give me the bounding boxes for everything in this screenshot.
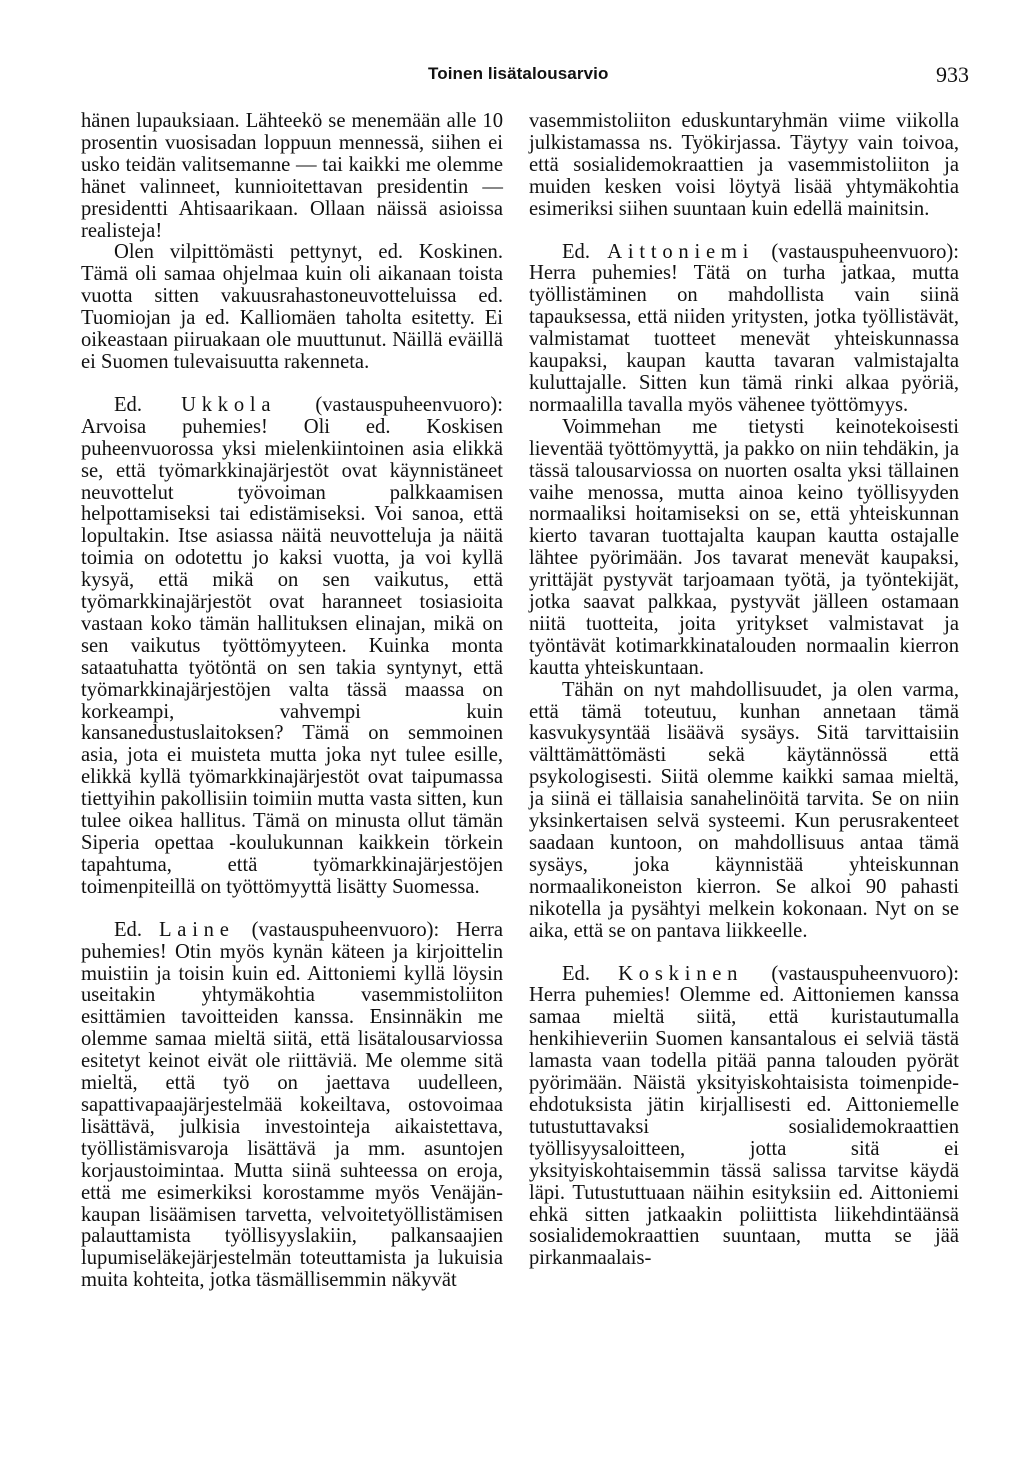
speech-aittoniemi: [529, 242, 959, 417]
speech-koskinen: [529, 964, 959, 1271]
running-title: Toinen lisätalousarvio: [428, 64, 609, 83]
speaker-prefix: Ed.: [113, 393, 142, 416]
speech-text: (vastauspuheenvuoro): Herra puhemies! Olemme ed. Aittoniemen kanssa samaa mieltä siitä, että kuristautumalla henkihieveriin Suomen kansantalous ei selviä tästä lamasta vaan todella pitää panna talouden pyörät pyörimään. Näistä yksityiskohtaisista toimenpide-ehdotuksista jätin kirjallisesti ed. Aittoniemelle tutustuttavaksi sosialidemokraattien työllisyysaloitteen, jotta sitä ei yksityiskohtaisemmin tässä salissa tarvitse käydä läpi. Tutustuttuaan näihin esityksiin ed. Aittoniemi ehkä sitten jatkaakin poliittista liikehdintäänsä sosialidemokraattien suuntaan, mutta se jää pirkanmaalais-: [529, 962, 959, 1270]
page-number: 933: [936, 62, 969, 87]
speech-text: (vastauspuheenvuoro): Arvoisa puhemies! Oli ed. Koskisen puheenvuorossa yksi mielenkiintoinen asia elikkä se, että työmarkkinajärjestöt ovat käynnistäneet neuvottelut työvoiman palkkaamisen helpottamiseksi tai edistämiseksi. Voi sanoa, että lopultakin. Itse asiassa näitä neuvotteluja ja näitä toimia on odotettu jo kaksi vuotta, ja voi kyllä kysyä, että mikä on sen vaikutus, että työmarkkinajärjestöt ovat haranneet tosiasioita vastaan koko tämän hallituksen elinajan, mikä on sen vaikutus työttömyyteen. Kuinka monta sataatuhatta työtöntä on sen takia syntynyt, että työmarkkinajärjestöjen valta tässä maassa on korkeampi, vahvempi kuin kansanedustuslaitoksen? Tämä on semmoinen asia, jota ei muisteta mutta joka nyt tulee esille, elikkä kyllä työmarkkinajärjestöt ovat taipumassa tiettyihin pakollisiin toimiin mutta vasta sitten, kun tulee oikea hallitus. Tämä on minusta ollut tämän Siperia opettaa -koulukunnan kaikkein törkein tapahtuma, että työmarkkinajärjestöjen toimenpiteillä on työttömyyttä lisätty Suomessa.: [81, 393, 503, 898]
paragraph: Tähän on nyt mahdollisuudet, ja olen varma, että tämä toteutuu, kunhan annetaan tämä kasvukysyntää lisäävä sysäys. Sitä tarvittaisiin välttämättömästi sekä käytännössä että psykologisesti. Siitä olemme kaikki samaa mieltä, ja siinä ei tällaisia sanahelinöitä tarvita. Se on niin yksinkertaisen selvä systeemi. Kun perusrakenteet saadaan kuntoon, on mahdollisuus antaa tämä sysäys, joka käynnistää yhteiskunnan normaalikoneiston kierron. Se alkoi 90 pahasti nikotella ja pysähtyi melkein kokonaan. Nyt on se aika, että se on pantava liikkeelle.: [529, 678, 959, 942]
paragraph: vasemmistoliiton eduskuntaryhmän viime viikolla julkistamassa ns. Työkirjassa. Täytyy vain toivoa, että sosialidemokraattien ja vasemmistoliiton ja muiden kesken voisi löytyä lisää yhtymäkohtia esimeriksi siihen suuntaan kuin edellä mainitsin.: [529, 110, 959, 220]
page-header: [0, 62, 1024, 92]
left-column: [81, 111, 503, 1292]
right-column: [529, 111, 959, 1270]
speaker-prefix: Ed.: [113, 918, 142, 941]
paragraph: Voimmehan me tietysti keinotekoisesti lieventää työttömyyttä, ja pakko on niin tehdäkin, ja tässä talousarviossa on nuorten osalta yksi tällainen vaihe menossa, mutta ainoa keino työllisyyden normaaliksi hoitamiseksi on se, että yhteiskunnan kierto tavaran tuottajalta kaupan kautta ostajalle lähtee pyörimään. Jos tavarat menevät kaupaksi, yrittäjät pystyvät tarjoamaan työtä, ja työntekijät, jotka saavat palkkaa, pystyvät jälleen ostamaan niitä tuotteita, joita yritykset valmistavat ja työntävät kotimarkkinatalouden normaalin kierron kautta yhteiskuntaan.: [529, 415, 959, 679]
speech-laine: [81, 920, 503, 1292]
speaker-name: Koskinen: [618, 962, 744, 985]
speaker-name: Laine: [158, 918, 235, 941]
speech-text: (vastauspuheenvuoro): Herra puhemies! Tätä on turha jatkaa, mutta työllistäminen on mahdollista vain siinä tapauksessa, että niiden yritysten, jotka työllistävät, valmistamat tuotteet menevät yhteiskunnassa kaupaksi, kaupan kautta tavaran valmistajalta kuluttajalle. Sitten kun tämä rinki alkaa pyöriä, normaalilla tavalla myös vähenee työttömyys.: [529, 240, 959, 416]
speech-ukkola: [81, 395, 503, 899]
speech-text: (vastauspuheenvuoro): Herra puhemies! Otin myös kynän käteen ja kirjoittelin muistiin ja toisin kuin ed. Aittoniemi kyllä löysin useitakin yhtymäkohtia vasemmistoliiton esittämien tavoitteiden kanssa. Ensinnäkin me olemme samaa mieltä siitä, että lisätalousarviossa esitetyt keinot eivät ole riittäviä. Me olemme sitä mieltä, että työ on jaettava uudelleen, sapattivapaajärjestelmää kokeiltava, ostovoimaa lisättävä, julkisia investointeja aikaistettava, työllistämisvaroja lisättävä ja mm. asuntojen korjaustoimintaa. Mutta siinä suhteessa on eroja, että me esimerkiksi korostamme myös Venäjän-kaupan lisäämisen tarvetta, velvoitetyöllistämisen palauttamista työllisyyslakiin, palkansaajien lupumiseläkejärjestelmän toteuttamista ja lukuisia muita kohteita, jotka täsmällisemmin näkyvät: [81, 918, 504, 1292]
speaker-name: Aittoniemi: [607, 240, 755, 263]
speaker-prefix: Ed.: [561, 240, 590, 263]
paragraph: Olen vilpittömästi pettynyt, ed. Koskinen. Tämä oli samaa ohjelmaa kuin oli aikanaan toista vuotta sitten vakuusrahastoneuvotteluissa ed. Tuomiojan ja ed. Kalliomäen taholta esitetty. Ei oikeastaan piiruakaan ole muuttunut. Näillä eväillä ei Suomen tulevaisuutta rakenneta.: [81, 241, 503, 373]
speaker-prefix: Ed.: [561, 962, 590, 985]
paragraph: hänen lupauksiaan. Lähteekö se menemään alle 10 prosentin vuosisadan loppuun mennessä, siihen ei usko teidän valitsemanne — tai kaikki me olemme hänet valinneet, kunnioitettavan presidentin — presidentti Ahtisaarikaan. Ollaan näissä asioissa realisteja!: [81, 110, 503, 242]
speaker-name: Ukkola: [181, 393, 277, 416]
